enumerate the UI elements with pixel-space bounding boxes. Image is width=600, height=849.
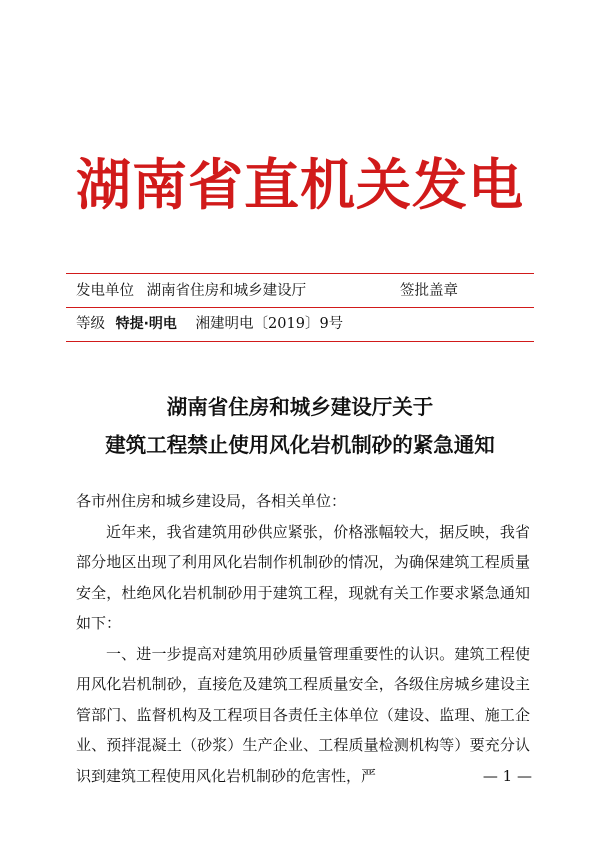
grade-label: 等级 xyxy=(76,316,105,332)
masthead-title: 湖南省直机关发电 xyxy=(75,153,524,217)
red-rule-bottom xyxy=(66,341,534,342)
document-body xyxy=(76,486,530,791)
document-number: 湘建明电〔2019〕9号 xyxy=(195,316,344,332)
sender-label: 发电单位 xyxy=(76,283,134,299)
body-paragraph: 一、进一步提高对建筑用砂质量管理重要性的认识。建筑工程使用风化岩机制砂，直接危及建筑工程质量安全，各级住房城乡建设主管部门、监督机构及工程项目各责任主体单位（建设、监理、施工企业、预拌混凝土（砂浆）生产企业、工程质量检测机构等）要充分认识到建筑工程使用风化岩机制砂的危害性，严 xyxy=(76,644,530,785)
sender-value: 湖南省住房和城乡建设厅 xyxy=(146,283,307,299)
red-rule-top xyxy=(66,273,534,274)
document-title-line-1: 湖南省住房和城乡建设厅关于 xyxy=(166,395,434,419)
red-rule-middle xyxy=(66,307,534,308)
sign-stamp-label: 签批盖章 xyxy=(400,283,458,299)
body-paragraph: 近年来，我省建筑用砂供应紧张，价格涨幅较大，据反映，我省部分地区出现了利用风化岩制作机制砂的情况，为确保建筑工程质量安全，杜绝风化岩机制砂用于建筑工程，现就有关工作要求紧急通知如下： xyxy=(76,522,530,632)
salutation: 各市州住房和城乡建设局，各相关单位： xyxy=(76,492,347,510)
grade-row xyxy=(76,314,536,334)
grade-value: 特提·明电 xyxy=(115,316,177,332)
sender-row xyxy=(76,281,536,301)
document-title-line-2: 建筑工程禁止使用风化岩机制砂的紧急通知 xyxy=(105,433,495,457)
page-number: — 1 — xyxy=(482,767,532,785)
